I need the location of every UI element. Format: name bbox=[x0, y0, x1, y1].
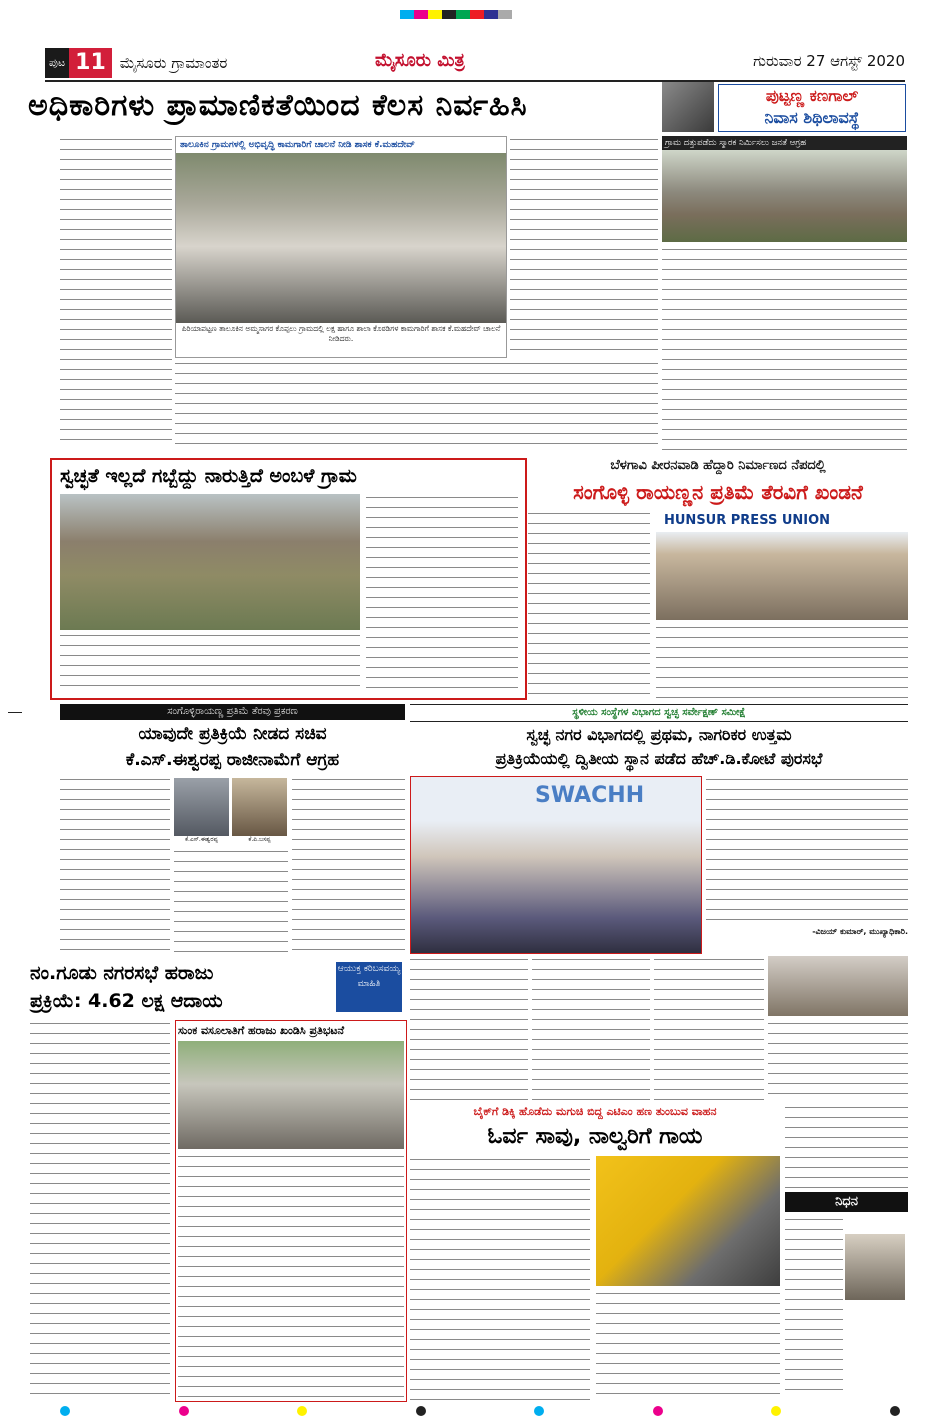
issue-date: ಗುರುವಾರ 27 ಆಗಸ್ಟ್ 2020 bbox=[753, 52, 905, 70]
story7-side-box: ಆಯುಕ್ತ ಕರಿಬಸವಯ್ಯ ಮಾಹಿತಿ bbox=[336, 962, 402, 1012]
story5-photo2 bbox=[232, 778, 287, 844]
story3-headline: ಸ್ವಚ್ಛತೆ ಇಲ್ಲದೆ ಗಬ್ಬೆದ್ದು ನಾರುತ್ತಿದೆ ಅಂಬಳೆ ಗ್ರಾಮ bbox=[60, 465, 357, 487]
story7-headline-line1: ನಂ.ಗೂಡು ನಗರಸಭೆ ಹರಾಜು bbox=[30, 962, 214, 984]
story9-block bbox=[410, 1104, 780, 1400]
section-name: ಮೈಸೂರು ಗ್ರಾಮಾಂತರ bbox=[119, 54, 228, 72]
story5-block bbox=[60, 704, 405, 954]
story2-body bbox=[662, 246, 907, 452]
story2-headline-line2: ನಿವಾಸ ಶಿಥಿಲಾವಸ್ಥೆ bbox=[764, 108, 860, 127]
story7-headline-line2: ಪ್ರಕ್ರಿಯೆ: 4.62 ಲಕ್ಷ ಆದಾಯ bbox=[30, 990, 223, 1012]
story4-photo bbox=[656, 510, 908, 620]
story4-body-left bbox=[528, 510, 650, 698]
story4-kicker: ಬೆಳಗಾವಿ ಪೀರನವಾಡಿ ಹೆದ್ದಾರಿ ನಿರ್ಮಾಣದ ನೆಪದಲ್ಲಿ bbox=[610, 458, 826, 473]
story9-photo bbox=[596, 1156, 780, 1286]
gutter-mark bbox=[8, 712, 22, 713]
story3-body-bottom bbox=[60, 632, 360, 694]
story4-block bbox=[528, 456, 908, 701]
story3-body-right bbox=[366, 494, 518, 694]
story6-quote-author: -ವಿಜಯ್ ಕುಮಾರ್, ಮುಖ್ಯಾಧಿಕಾರಿ. bbox=[812, 927, 908, 936]
story6-body-d bbox=[768, 1020, 908, 1100]
masthead bbox=[45, 48, 905, 82]
story6-photo bbox=[410, 776, 702, 954]
story2-headline-box bbox=[718, 84, 906, 132]
story1-column-left bbox=[60, 136, 172, 448]
story1-photo bbox=[176, 153, 506, 323]
story6-body-a bbox=[410, 956, 528, 1100]
story5-body-right bbox=[292, 776, 405, 954]
obituary-body bbox=[785, 1216, 843, 1396]
story1-headline: ಅಧಿಕಾರಿಗಳು ಪ್ರಾಮಾಣಿಕತೆಯಿಂದ ಕೆಲಸ ನಿರ್ವಹಿಸಿ bbox=[28, 88, 528, 123]
story5-photo2-caption: ಕೆ.ಪಿ.ಬಸಪ್ಪ bbox=[232, 836, 287, 844]
story1-photo-title: ತಾಲೂಕಿನ ಗ್ರಾಮಗಳಲ್ಲಿ ಅಭಿವೃದ್ಧಿ ಕಾಮಗಾರಿಗೆ ಚಾಲನೆ ನೀಡಿ ಶಾಸಕ ಕೆ.ಮಹದೇವ್ bbox=[176, 137, 506, 153]
story5-band: ಸಂಗೊಳ್ಳಿರಾಯಣ್ಣ ಪ್ರತಿಮೆ ತೆರವು ಪ್ರಕರಣ bbox=[60, 704, 405, 720]
story6-kicker: ಸ್ಥಳೀಯ ಸಂಸ್ಥೆಗಳ ವಿಭಾಗದ ಸ್ವಚ್ಛ ಸರ್ವೇಕ್ಷಣ್ ಸಮೀಕ್ಷೆ bbox=[410, 704, 908, 722]
story6-photo2 bbox=[768, 956, 908, 1016]
page-label: ಪುಟ bbox=[45, 48, 69, 78]
story5-headline-line1: ಯಾವುದೇ ಪ್ರತಿಕ್ರಿಯೆ ನೀಡದ ಸಚಿವ bbox=[138, 724, 327, 744]
story6-quote bbox=[706, 776, 908, 952]
story6-block bbox=[410, 704, 908, 1100]
story2-subhead: ಗ್ರಾಮ ದತ್ತುಪಡೆದು ಸ್ಮಾರಕ ನಿರ್ಮಿಸಲು ಜನತೆ ಆಗ್ರಹ bbox=[662, 136, 907, 150]
story5-headline-line2: ಕೆ.ಎಸ್.ಈಶ್ವರಪ್ಪ ರಾಜೀನಾಮೆಗೆ ಆಗ್ರಹ bbox=[125, 750, 340, 770]
story6-body-b bbox=[532, 956, 650, 1100]
story1-column-lower bbox=[175, 360, 658, 448]
story8-headline: ಸುಂಕ ವಸೂಲಾತಿಗೆ ಹರಾಜು ಖಂಡಿಸಿ ಪ್ರತಿಭಟನೆ bbox=[178, 1023, 404, 1039]
registration-dots-bottom bbox=[60, 1406, 900, 1418]
story6-headline-line2: ಪ್ರತಿಕ್ರಿಯೆಯಲ್ಲಿ ದ್ವಿತೀಯ ಸ್ಥಾನ ಪಡೆದ ಹೆಚ್.ಡಿ.ಕೋಟೆ ಪುರಸಭೆ bbox=[495, 749, 823, 768]
story1-caption: ಪಿರಿಯಾಪಟ್ಟಣ ತಾಲೂಕಿನ ಅಮ್ಮಸಾಗರ ಕೊಪ್ಪಲು ಗ್ರಾಮದಲ್ಲಿ ಲಕ್ಷ ಹಾಗೂ ಶಾಲಾ ಕೊಠಡಿಗಳ ಕಾಮಗಾರಿಗೆ ಶಾಸಕ ಕೆ.ಮಹದೇವ್ ಚಾಲನೆ ನೀಡಿದರು. bbox=[176, 323, 506, 357]
story5-photo1-caption: ಕೆ.ಎಸ್.ಈಶ್ವರಪ್ಪ bbox=[174, 836, 229, 844]
story5-body-mid bbox=[174, 848, 288, 954]
obituary-photo bbox=[845, 1234, 905, 1300]
story6-headline-line1: ಸ್ವಚ್ಛ ನಗರ ವಿಭಾಗದಲ್ಲಿ ಪ್ರಥಮ, ನಾಗರಿಕರ ಉತ್ತಮ bbox=[526, 725, 792, 744]
story1-column-right bbox=[510, 136, 658, 358]
story4-banner-text: HUNSUR PRESS UNION bbox=[656, 510, 908, 532]
story6-quote-text bbox=[706, 776, 908, 926]
story9-kicker: ಬೈಕ್‌ಗೆ ಡಿಕ್ಕಿ ಹೊಡೆದು ಮಗುಚಿ ಬಿದ್ದ ಎಟಿಎಂ ಹಣ ತುಂಬುವ ವಾಹನ bbox=[473, 1105, 717, 1118]
page-box bbox=[45, 48, 228, 78]
obituary-intro bbox=[785, 1104, 908, 1188]
page-number: 11 bbox=[69, 48, 112, 78]
story6-body-c bbox=[654, 956, 764, 1100]
story2-headline-line1: ಪುಟ್ಟಣ್ಣ ಕಣಗಾಲ್ bbox=[765, 86, 859, 105]
story2-photo bbox=[662, 150, 907, 242]
story9-body-left bbox=[410, 1156, 590, 1400]
story4-headline: ಸಂಗೊಳ್ಳಿ ರಾಯಣ್ಣನ ಪ್ರತಿಮೆ ತೆರವಿಗೆ ಖಂಡನೆ bbox=[573, 480, 863, 504]
story9-headline: ಓರ್ವ ಸಾವು, ನಾಲ್ವರಿಗೆ ಗಾಯ bbox=[487, 1124, 703, 1149]
story5-body-left bbox=[60, 776, 170, 954]
story8-photo bbox=[178, 1041, 404, 1149]
story5-photo1 bbox=[174, 778, 229, 844]
story3-block bbox=[50, 458, 527, 700]
story1-photo-block bbox=[175, 136, 507, 358]
color-registration-strip-top bbox=[400, 10, 512, 19]
obituary-block bbox=[785, 1104, 908, 1400]
story2-block bbox=[662, 82, 907, 452]
story8-body bbox=[178, 1153, 404, 1397]
story8-block bbox=[175, 1020, 407, 1402]
story4-body-right bbox=[656, 624, 908, 698]
story2-portrait bbox=[662, 82, 714, 132]
story6-banner-text: SWACHH bbox=[535, 783, 645, 808]
paper-name: ಮೈಸೂರು ಮಿತ್ರ bbox=[375, 50, 465, 71]
story7-body bbox=[30, 1020, 170, 1400]
obituary-title: ನಿಧನ bbox=[785, 1192, 908, 1212]
story3-photo bbox=[60, 494, 360, 630]
story9-body-right bbox=[596, 1290, 780, 1400]
